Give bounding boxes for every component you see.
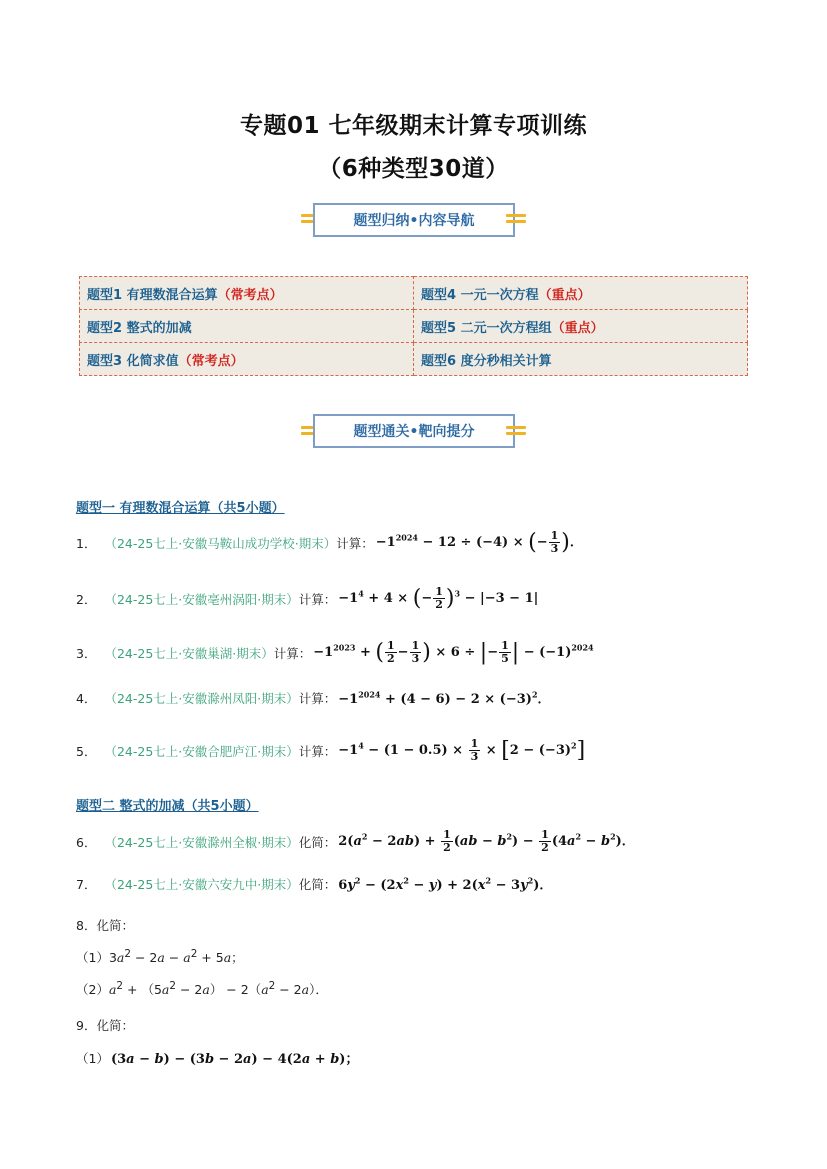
nav-banner-label: 题型归纳•内容导航 — [353, 213, 475, 229]
question-8-part-1-formula: $3a^2 - 2a - a^2 + 5a$； — [108, 948, 244, 966]
question-8-part-2: $(2)a^2 + (5a^2 - 2a) - 2(a^2 - 2a)$． — [76, 980, 328, 998]
question-4: 4． （24-25七上·安徽滁州凤阳·期末） 计算： $-1^{2024} + (4 - 6) - 2 \times (-3)^2$． — [76, 689, 551, 707]
doc-title: 专题01 七年级期末计算专项训练 — [239, 113, 587, 139]
question-1-formula: $-1^{2024} - 12 \div (-4)$ × (− $\frac{1}{3}$ )． — [375, 529, 583, 555]
banner-right-decoration — [506, 425, 526, 437]
question-5: 5． （24-25七上·安徽合肥庐江·期末） 计算： $-1^4 - (1 - 0.5)$ × $\frac{1}{3}$ × $[2 - (-3)^2]$ — [76, 737, 586, 763]
nav-banner — [313, 203, 515, 237]
question-6: 6． （24-25七上·安徽滁州全椒·期末） 化简： $2(a^2 - 2ab)$ + $\frac{1}{2}$ $(ab - b^2)$ − $\frac{1}{2}$ $(4a^2 - b^2)$． — [76, 828, 635, 854]
question-9-part-1: （1） (3a − b) − (3b − 2a) − 4(2a + b)； — [76, 1051, 359, 1067]
nav-item-topic4[interactable]: 题型4 一元一次方程（重点） — [414, 277, 748, 310]
question-9: 9．化简： — [76, 1018, 134, 1033]
nav-item-topic3[interactable]: 题型3 化简求值（常考点） — [80, 343, 414, 376]
question-9-part-1-formula: (3a − b) − (3b − 2a) − 4(2a + b)； — [110, 1052, 359, 1067]
practice-banner-label: 题型通关•靶向提分 — [353, 424, 475, 440]
nav-item-topic1[interactable]: 题型1 有理数混合运算（常考点） — [80, 277, 414, 310]
question-3-formula: $-1^{2023}$ + ( $\frac{1}{2}$ − $\frac{1}{3}$ ) × 6 ÷ |− $\frac{1}{5}$ | − $(-1)^{2024}$ — [313, 639, 594, 665]
nav-item-topic2[interactable]: 题型2 整式的加减 — [80, 310, 414, 343]
table-row — [80, 310, 748, 343]
table-row — [80, 343, 748, 376]
question-7-formula: $6y^2 - (2x^2 - y) + 2(x^2 - 3y^2)$． — [338, 875, 553, 893]
question-5-formula: $-1^4 - (1 - 0.5)$ × $\frac{1}{3}$ × $[2 - (-3)^2]$ — [338, 737, 586, 763]
topic-nav-table — [79, 276, 748, 376]
doc-subtitle: （6种类型30道） — [318, 156, 509, 182]
section-heading-2[interactable]: 题型二 整式的加减（共5小题） — [76, 799, 259, 814]
table-row — [80, 277, 748, 310]
question-4-formula: $-1^{2024} + (4 - 6) - 2 \times (-3)^2$． — [338, 689, 551, 707]
section-heading-1[interactable]: 题型一 有理数混合运算（共5小题） — [76, 501, 285, 516]
question-8-part-1: $(1)3a^2 - 2a - a^2 + 5a$； — [76, 948, 244, 966]
question-7: 7． （24-25七上·安徽六安九中·期末） 化简： $6y^2 - (2x^2 - y) + 2(x^2 - 3y^2)$． — [76, 875, 553, 893]
question-3: 3． （24-25七上·安徽巢湖·期末） 计算： $-1^{2023}$ + ( $\frac{1}{2}$ − $\frac{1}{3}$ ) × 6 ÷ |− $\frac{1}{5}$ | − $(-1)^{2024}$ — [76, 639, 594, 665]
banner-right-decoration — [506, 213, 526, 225]
practice-banner — [313, 414, 515, 448]
question-8: 8．化简： — [76, 918, 134, 933]
question-1: 1． （24-25七上·安徽马鞍山成功学校·期末） 计算： $-1^{2024} - 12 \div (-4)$ × (− $\frac{1}{3}$ )． — [76, 529, 583, 555]
question-2-formula: $-1^4 + 4$ × (− $\frac{1}{2}$ )$^3$ − |−3 − 1| — [338, 585, 539, 611]
nav-item-topic5[interactable]: 题型5 二元一次方程组（重点） — [414, 310, 748, 343]
question-8-part-2-formula: $a^2 + (5a^2 - 2a) - 2(a^2 - 2a)$． — [108, 980, 328, 998]
question-2: 2． （24-25七上·安徽亳州涡阳·期末） 计算： $-1^4 + 4$ × (− $\frac{1}{2}$ )$^3$ − |−3 − 1| — [76, 585, 539, 611]
question-6-formula: $2(a^2 - 2ab)$ + $\frac{1}{2}$ $(ab - b^2)$ − $\frac{1}{2}$ $(4a^2 - b^2)$． — [338, 828, 635, 854]
nav-item-topic6[interactable]: 题型6 度分秒相关计算 — [414, 343, 748, 376]
